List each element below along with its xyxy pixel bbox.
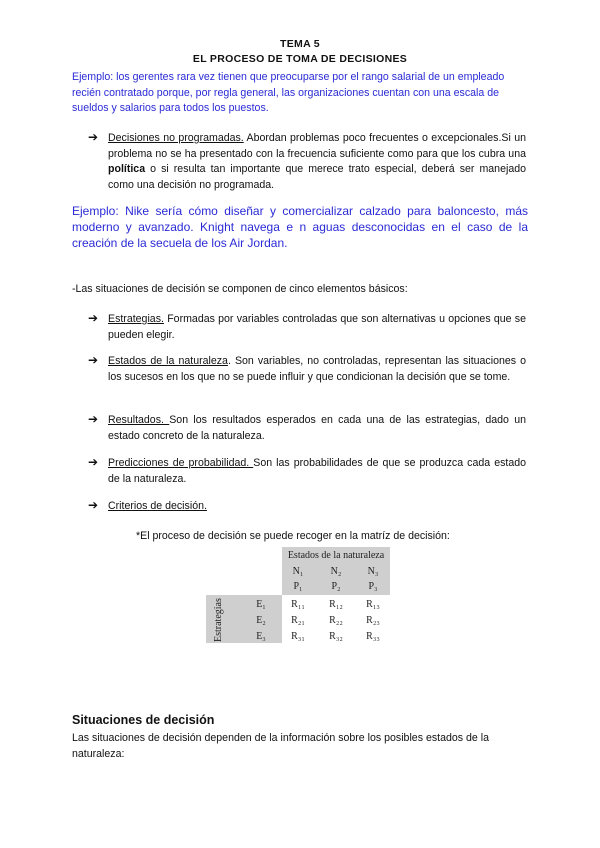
- arrow-bullet-icon: ➔: [88, 130, 99, 144]
- no-programadas-paragraph: [108, 131, 526, 193]
- page-title: EL PROCESO DE TOMA DE DECISIONES: [192, 53, 408, 65]
- result-cell: R₃₂: [329, 631, 343, 642]
- no-programadas-text-1: Abordan problemas poco frecuentes o excepcionales.Si un problema no se ha presentado con la frecuencia suficiente como para que los cubra una: [108, 132, 526, 160]
- element-term: Predicciones de probabilidad.: [108, 457, 254, 469]
- tema-label: TEMA 5: [280, 38, 320, 50]
- strategy-e3: E₃: [256, 631, 266, 642]
- no-programadas-term: Decisiones no programadas.: [108, 132, 244, 144]
- result-cell: R₁₂: [329, 599, 343, 610]
- example-2: Ejemplo: Nike sería cómo diseñar y comercializar calzado para baloncesto, más moderno y avanzado. Knight navega e n aguas desconocidas en el caso de la creación de la secuela de los Air Jordan.: [72, 204, 528, 250]
- element-term: Estrategias.: [108, 313, 164, 325]
- strategy-e2: E₂: [256, 615, 266, 626]
- element-text: Son los resultados esperados en cada una de las estrategias, dado un estado concreto de la naturaleza.: [108, 414, 526, 442]
- arrow-bullet-icon: ➔: [88, 412, 99, 426]
- element-criterios: [108, 499, 526, 515]
- result-cell: R₂₂: [329, 615, 343, 626]
- matrix-row-header: [213, 598, 227, 642]
- element-predicciones: [108, 456, 526, 487]
- arrow-bullet-icon: ➔: [88, 353, 99, 367]
- prob-p1: P₁: [293, 581, 303, 592]
- result-cell: R₃₁: [291, 631, 305, 642]
- state-n1: N₁: [292, 566, 304, 577]
- prob-p3: P₃: [368, 581, 378, 592]
- section-text: Las situaciones de decisión dependen de la información sobre los posibles estados de la naturaleza:: [72, 732, 489, 760]
- elements-intro: -Las situaciones de decisión se componen de cinco elementos básicos:: [72, 283, 408, 295]
- element-estrategias: [108, 312, 526, 343]
- matrix-col-header: Estados de la naturaleza: [287, 550, 385, 561]
- element-text: . Son variables, no controladas, representan las situaciones o los sucesos en los que no se puede influir y que condicionan la decisión que se tome.: [108, 355, 526, 383]
- no-programadas-text-2: o si resulta tan importante que merece trato especial, deberá ser manejado como una decisión no programada.: [108, 163, 526, 191]
- example-1: Ejemplo: los gerentes rara vez tienen que preocuparse por el rango salarial de un empleado recién contratado porque, por regla general, las organizaciones cuentan con una escala de sueldos y salarios para todos los puestos.: [72, 71, 505, 114]
- politica-bold: política: [108, 163, 146, 175]
- section-heading: Situaciones de decisión: [72, 713, 215, 727]
- row-header-label: Estrategias: [213, 598, 224, 642]
- strategy-e1: E₁: [256, 599, 266, 610]
- element-term: Resultados.: [108, 414, 170, 426]
- element-term: Estados de la naturaleza: [108, 355, 228, 367]
- result-cell: R₃₃: [366, 631, 380, 642]
- matrix-caption: *El proceso de decisión se puede recoger en la matríz de decisión:: [136, 530, 450, 542]
- result-cell: R₁₃: [366, 599, 380, 610]
- element-resultados: [108, 413, 526, 444]
- result-cell: R₂₁: [291, 615, 305, 626]
- arrow-bullet-icon: ➔: [88, 455, 99, 469]
- arrow-bullet-icon: ➔: [88, 498, 99, 512]
- arrow-bullet-icon: ➔: [88, 311, 99, 325]
- element-text: Son las probabilidades de que se produzca cada estado de la naturaleza.: [108, 457, 526, 485]
- result-cell: R₁₁: [291, 599, 305, 610]
- state-n3: N₃: [367, 566, 379, 577]
- element-term: Criterios de decisión.: [108, 500, 207, 512]
- element-text: Formadas por variables controladas que son alternativas u opciones que se pueden elegir.: [108, 313, 526, 341]
- result-cell: R₂₃: [366, 615, 380, 626]
- element-estados: [108, 354, 526, 385]
- prob-p2: P₂: [331, 581, 341, 592]
- state-n2: N₂: [330, 566, 342, 577]
